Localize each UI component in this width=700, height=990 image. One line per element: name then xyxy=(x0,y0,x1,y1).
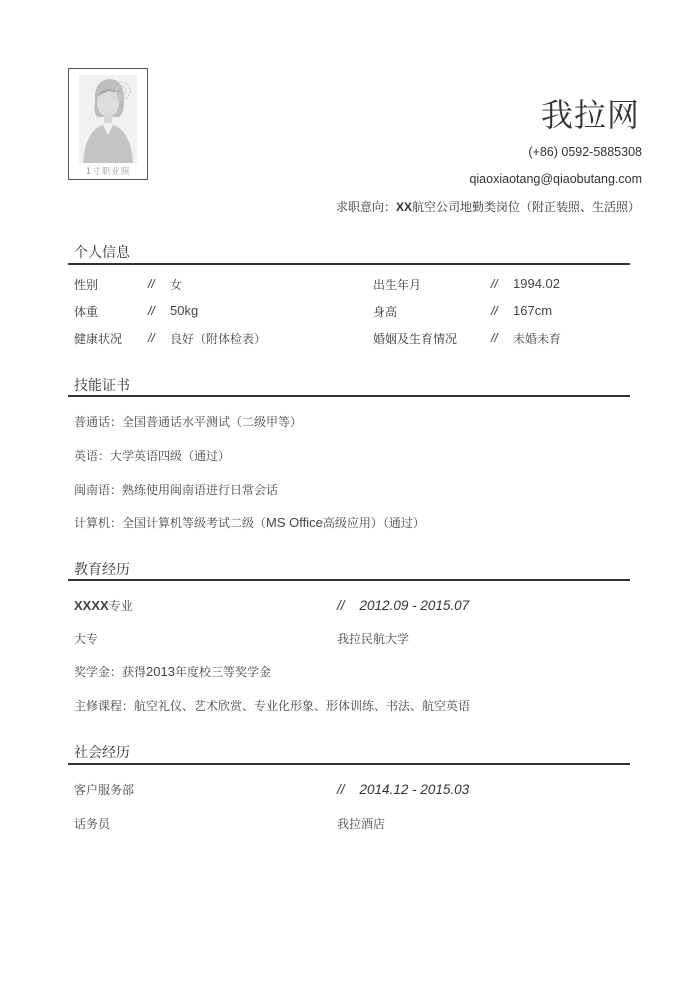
section-title-personal: 个人信息 xyxy=(74,245,130,261)
scholarship-post: 年度校三等奖学金 xyxy=(174,665,271,679)
major-bold: XXXX xyxy=(74,598,109,613)
separator: // xyxy=(148,304,155,318)
personal-value: 未婚未育 xyxy=(513,332,562,346)
profile-photo xyxy=(68,68,148,180)
separator: // xyxy=(491,331,498,345)
skill-item xyxy=(74,447,230,464)
separator: // xyxy=(148,277,155,291)
date-separator: // xyxy=(337,598,345,613)
objective-label: 求职意向： xyxy=(335,200,396,214)
skill-text: 普通话：全国普通话水平测试（二级甲等） xyxy=(74,415,303,429)
education-courses: 主修课程：航空礼仪、艺术欣赏、专业化形象、形体训练、书法、航空英语 xyxy=(74,699,471,713)
photo-caption: 1寸职业照 xyxy=(85,167,131,177)
section-divider xyxy=(68,579,630,581)
education-date xyxy=(337,598,469,613)
major-text: 专业 xyxy=(108,599,133,613)
avatar-placeholder-icon xyxy=(69,69,147,179)
personal-label: 体重 xyxy=(74,305,99,319)
section-title-skills: 技能证书 xyxy=(74,378,130,394)
scholarship-pre: 奖学金：获得 xyxy=(74,665,147,679)
skill-text: 计算机：全国计算机等级考试二级（ xyxy=(74,516,267,530)
scholarship-year: 2013 xyxy=(146,664,175,679)
social-date xyxy=(337,782,469,797)
section-divider xyxy=(68,395,630,397)
personal-label: 出生年月 xyxy=(373,278,422,292)
job-objective xyxy=(336,198,640,215)
objective-bold: XX xyxy=(395,200,412,214)
skill-item xyxy=(74,481,278,498)
social-role: 话务员 xyxy=(74,817,111,831)
personal-label: 婚姻及生育情况 xyxy=(373,332,458,346)
skill-text: 闽南语：熟练使用闽南语进行日常会话 xyxy=(74,483,279,497)
phone-number: (+86) 0592-5885308 xyxy=(528,145,642,159)
education-degree: 大专 xyxy=(74,632,99,646)
social-department: 客户服务部 xyxy=(74,783,135,797)
candidate-name: 我拉网 xyxy=(540,96,640,134)
personal-value: 167cm xyxy=(513,303,553,318)
personal-label: 健康状况 xyxy=(74,332,123,346)
skill-item xyxy=(74,514,425,531)
date-range: 2014.12 - 2015.03 xyxy=(359,782,470,797)
skill-text-latin: MS Office xyxy=(266,515,323,530)
personal-value: 女 xyxy=(170,278,183,292)
date-range: 2012.09 - 2015.07 xyxy=(359,598,470,613)
social-organization: 我拉酒店 xyxy=(337,817,386,831)
email-address: qiaoxiaotang@qiaobutang.com xyxy=(469,172,642,186)
education-scholarship xyxy=(74,663,271,680)
personal-label: 性别 xyxy=(74,278,99,292)
date-separator: // xyxy=(337,782,345,797)
separator: // xyxy=(148,331,155,345)
section-title-social: 社会经历 xyxy=(74,745,130,761)
skill-text: 英语：大学英语四级（通过） xyxy=(74,449,231,463)
section-divider xyxy=(68,763,630,765)
section-title-education: 教育经历 xyxy=(74,562,130,578)
education-major xyxy=(74,597,133,614)
personal-value: 1994.02 xyxy=(513,276,560,291)
skill-item xyxy=(74,413,302,430)
personal-value: 50kg xyxy=(170,303,199,318)
separator: // xyxy=(491,304,498,318)
personal-value: 良好（附体检表） xyxy=(170,332,267,346)
personal-label: 身高 xyxy=(373,305,398,319)
objective-text: 航空公司地勤类岗位（附正装照、生活照） xyxy=(411,200,640,214)
separator: // xyxy=(491,277,498,291)
section-divider xyxy=(68,263,630,265)
skill-text: 高级应用）（通过） xyxy=(322,516,425,530)
education-school: 我拉民航大学 xyxy=(337,632,410,646)
